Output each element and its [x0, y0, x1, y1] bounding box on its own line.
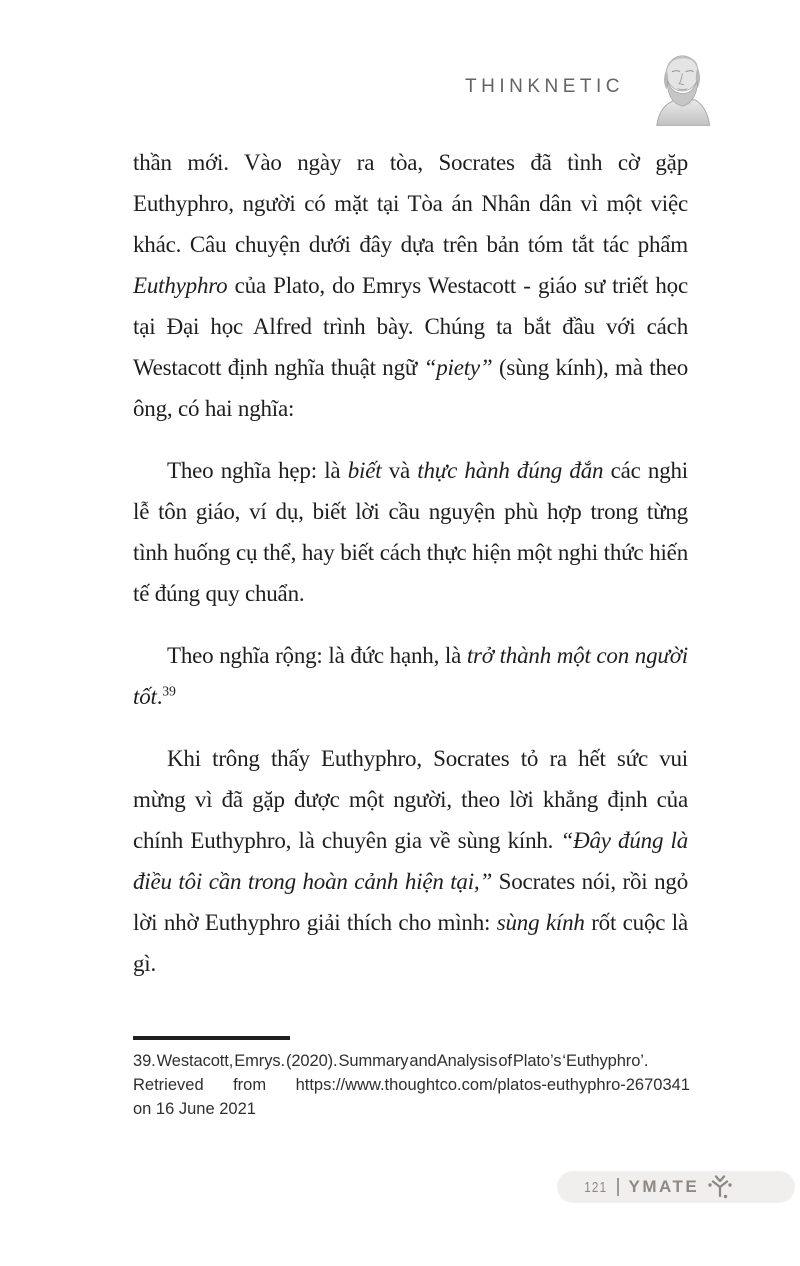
text-segment: . [156, 684, 163, 709]
page-number: 121 [584, 1178, 608, 1196]
body-text [133, 142, 688, 1005]
text-segment: Theo nghĩa hẹp: là [167, 458, 348, 483]
text-segment: Theo nghĩa rộng: là đức hạnh, là [167, 643, 467, 668]
text-segment: của Plato, do Emrys Westacott - giáo sư triết học tại Đại học Alfred trình bày. Chúng ta bắt đầu với cách Westacott định nghĩa thuật ngữ [133, 273, 688, 380]
footnote-line-2: Retrieved from https://www.thoughtco.com/platos-euthyphro-2670341 [133, 1076, 690, 1094]
brand-title: THINKNETIC [465, 76, 624, 97]
paragraph-3 [133, 635, 688, 717]
footnote [133, 1036, 690, 1121]
text-segment-italic: sùng kính [496, 910, 585, 935]
footnote-line-1: 39. Westacott, Emrys. (2020). Summary and Analysis of Plato’s ‘Euthyphro’. [133, 1052, 649, 1070]
text-segment-italic: Euthyphro [133, 273, 228, 298]
footnote-line-3: on 16 June 2021 [133, 1100, 256, 1118]
socrates-portrait-icon [644, 46, 716, 128]
ymate-logo-icon [699, 1174, 733, 1200]
page-footer [557, 1171, 795, 1203]
page-header [465, 46, 716, 128]
footer-pill [557, 1171, 795, 1203]
text-segment-italic: trở thành một con người tốt [133, 643, 688, 709]
text-segment-italic: biết [347, 458, 382, 483]
text-segment: (sùng kính), mà theo ông, có hai nghĩa: [133, 355, 688, 421]
paragraph-2 [133, 450, 688, 614]
text-segment: rốt cuộc là gì. [133, 910, 688, 976]
footnote-rule [133, 1036, 290, 1040]
text-segment: và [381, 458, 418, 483]
paragraph-1 [133, 142, 688, 429]
text-segment-italic: “Đây đúng là điều tôi cần trong hoàn cảnh hiện tại,” [133, 828, 688, 894]
footnote-reference: 39 [162, 683, 176, 699]
separator-bar [617, 1178, 619, 1196]
text-segment: Socrates nói, rồi ngỏ lời nhờ Euthyphro giải thích cho mình: [133, 869, 688, 935]
publisher-brand: YMATE [628, 1177, 700, 1196]
paragraph-4 [133, 738, 688, 984]
text-segment-italic: “piety” [423, 355, 493, 380]
text-segment: các nghi lễ tôn giáo, ví dụ, biết lời cầu nguyện phù hợp trong từng tình huống cụ thể, hay biết cách thực hiện một nghi thức hiến tế đúng quy chuẩn. [133, 458, 688, 606]
text-segment-italic: thực hành đúng đắn [417, 458, 604, 483]
text-segment: thần mới. Vào ngày ra tòa, Socrates đã tình cờ gặp Euthyphro, người có mặt tại Tòa án Nhân dân vì một việc khác. Câu chuyện dưới đây dựa trên bản tóm tắt tác phẩm [133, 150, 688, 257]
text-segment: Khi trông thấy Euthyphro, Socrates tỏ ra hết sức vui mừng vì đã gặp được một người, theo lời khẳng định của chính Euthyphro, là chuyên gia về sùng kính. [133, 746, 688, 853]
